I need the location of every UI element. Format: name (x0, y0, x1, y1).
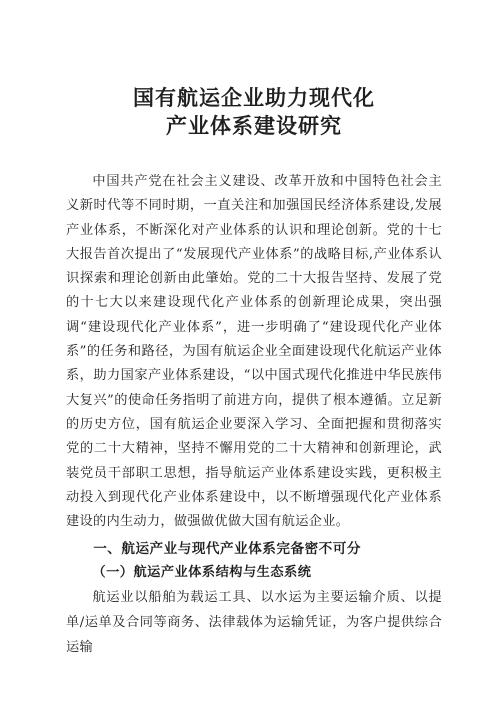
title-line-2: 产业体系建设研究 (166, 113, 342, 138)
subsection-heading-1: （一）航运产业体系结构与生态系统 (92, 565, 312, 581)
document-title (66, 84, 442, 140)
title-line-1: 国有航运企业助力现代化 (133, 85, 375, 110)
intro-paragraph: 中国共产党在社会主义建设、改革开放和中国特色社会主义新时代等不同时期，一直关注和加强国民经济体系建设,发展产业体系，不断深化对产业体系的认识和理论创新。党的十七大报告首次提出了“发展现代产业体系”的战略目标,产业体系认识探索和理论创新由此肇始。党的二十大报告坚持、发展了党的十七大以来建设现代化产业体系的创新理论成果，突出强调“建设现代化产业体系”，进一步明确了“建设现代化产业体系”的任务和路径，为国有航运企业全面建设现代化航运产业体系，助力国家产业体系建设，“以中国式现代化推进中华民族伟大复兴”的使命任务指明了前进方向，提供了根本遵循。立足新的历史方位，国有航运企业要深入学习、全面把握和贯彻落实党的二十大精神，坚持不懈用党的二十大精神和创新理论，武装党员干部职工思想，指导航运产业体系建设实践，更积极主动投入到现代化产业体系建设中，以不断增强现代化产业体系建设的内生动力，做强做优做大国有航运企业。 (66, 174, 442, 530)
body-paragraph: 航运业以船舶为载运工具、以水运为主要运输介质、以提单/运单及合同等商务、法律载体为运输凭证，为客户提供综合运输 (66, 590, 442, 656)
section-heading-1: 一、航运产业与现代产业体系完备密不可分 (93, 541, 361, 558)
